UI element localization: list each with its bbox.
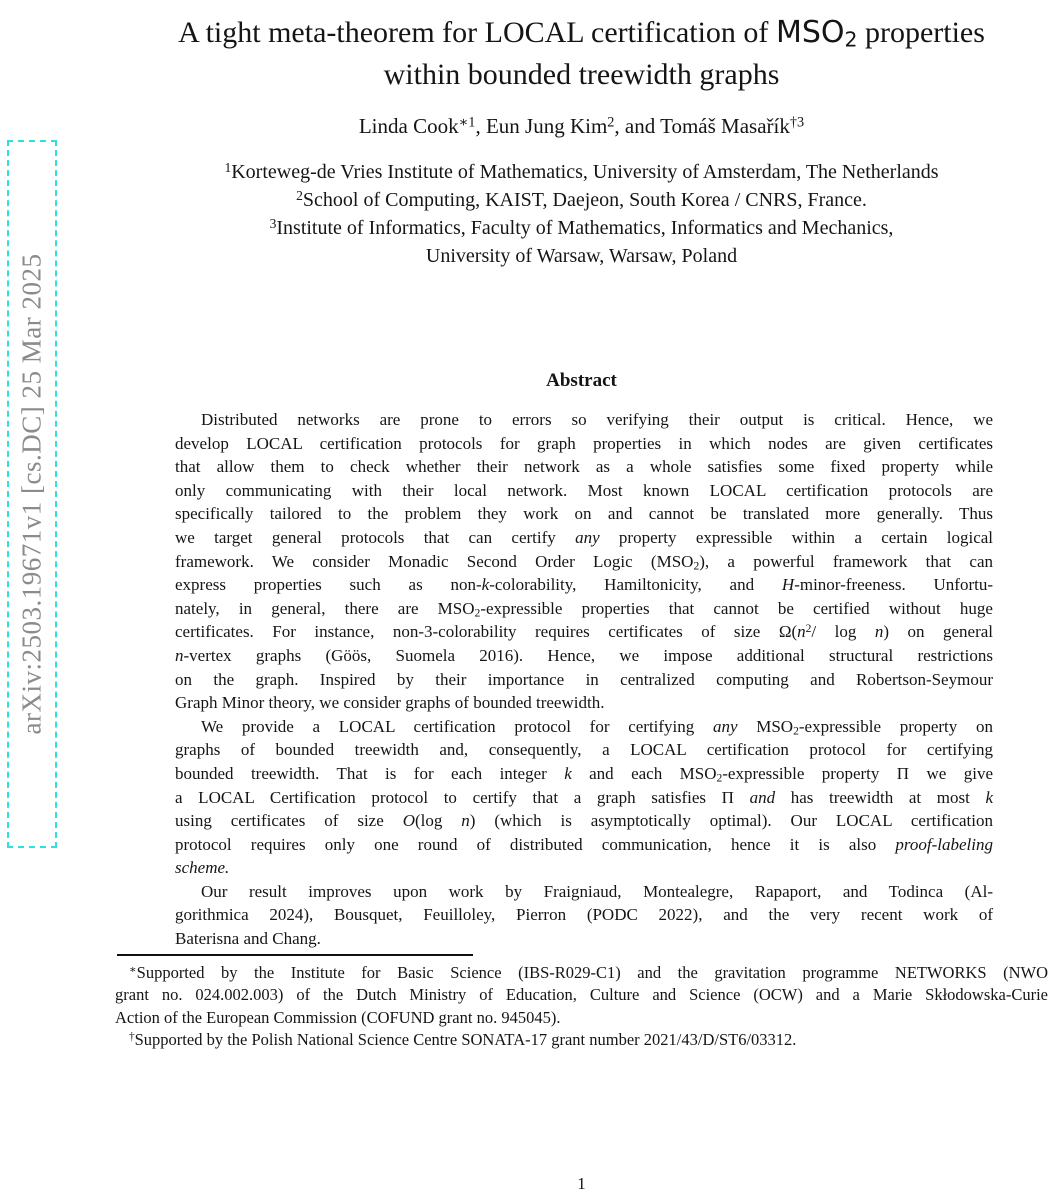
- abstract-line: express properties such as non-k-colorability, Hamiltonicity, and H-minor-freeness. Unfortu-: [175, 575, 994, 595]
- abstract-line: framework. We consider Monadic Second Order Logic $(MSO_2)$, a powerful framework that can: [175, 551, 993, 573]
- page-number: 1: [577, 1174, 586, 1193]
- abstract-line: bounded treewidth. That is for each integer k and each $MSO_2$-expressible property Π we give: [175, 763, 993, 785]
- footnotes-block: [115, 962, 1048, 1052]
- abstract-line: protocol requires only one round of distributed communication, hence it is also proof-labeling: [175, 834, 993, 854]
- authors-line: Linda Cook$^{∗1}$, Eun Jung Kim$^2$, and Tomáš Masařík$^{\dagger 3}$: [358, 114, 805, 138]
- abstract-line: Distributed networks are prone to errors so verifying their output is critical. Hence, we: [201, 410, 993, 429]
- affiliation-line: $^3$Institute of Informatics, Faculty of Mathematics, Informatics and Mechanics,: [269, 215, 894, 239]
- abstract-line: Baterisna and Chang.: [175, 929, 321, 949]
- affiliation-line: $^2$School of Computing, KAIST, Daejeon, South Korea / CNRS, France.: [296, 187, 867, 211]
- abstract-line: that allow them to check whether their network as a whole satisfies some fixed property while: [175, 457, 993, 477]
- abstract-heading: Abstract: [546, 370, 617, 391]
- paper-title-line1: A tight meta-theorem for LOCAL certification of $MSO_2$ properties: [178, 15, 985, 52]
- paper-content: [115, 0, 1048, 1200]
- abstract-line: graphs of bounded treewidth and, consequently, a LOCAL certification protocol for certifying: [175, 740, 993, 760]
- abstract-body: [175, 408, 993, 951]
- arxiv-watermark-text: arXiv:2503.19671v1 [cs.DC] 25 Mar 2025: [16, 253, 47, 735]
- footnote-line: grant no. 024.002.003) of the Dutch Ministry of Education, Culture and Science (OCW) and a Marie Skłodowska-Curie: [115, 985, 1048, 1005]
- affiliation-line: $^1$Korteweg-de Vries Institute of Mathematics, University of Amsterdam, The Netherlands: [224, 159, 939, 183]
- footnote-rule: [117, 954, 473, 956]
- abstract-line: We provide a LOCAL certification protocol for certifying any $MSO_2$-expressible property on: [201, 716, 993, 738]
- abstract-line: nately, in general, there are $MSO_2$-expressible properties that cannot be certified without huge: [175, 598, 993, 620]
- abstract-line: n-vertex graphs (Göös, Suomela 2016). Hence, we impose additional structural restrictions: [175, 645, 993, 665]
- paper-title-line2: within bounded treewidth graphs: [383, 58, 780, 91]
- affiliation-line: University of Warsaw, Warsaw, Poland: [425, 245, 738, 267]
- paper-title: [115, 12, 1048, 96]
- abstract-line: we target general protocols that can certify any property expressible within a certain logical: [175, 527, 994, 547]
- abstract-line: on the graph. Inspired by their importance in centralized computing and Robertson-Seymour: [175, 669, 993, 689]
- arxiv-watermark-box: [7, 140, 57, 848]
- abstract-line: using certificates of size O(log n) (which is asymptotically optimal). Our LOCAL certification: [175, 811, 993, 831]
- footnote-line: ∗Supported by the Institute for Basic Science (IBS-R029-C1) and the gravitation programme NETWORKS (NWO: [129, 963, 1048, 982]
- abstract-line: Graph Minor theory, we consider graphs of bounded treewidth.: [175, 693, 605, 713]
- abstract-line: only communicating with their local network. Most known LOCAL certification protocols are: [175, 480, 993, 500]
- affiliations-block: [115, 158, 1048, 270]
- abstract-line: a LOCAL Certification protocol to certify that a graph satisfies Π and has treewidth at most k: [175, 787, 993, 807]
- footnote-line: †Supported by the Polish National Science Centre SONATA-17 grant number 2021/43/D/ST6/03312.: [129, 1030, 797, 1050]
- abstract-line: specifically tailored to the problem they work on and cannot be translated more generally. Thus: [175, 504, 993, 524]
- abstract-line: scheme.: [175, 858, 230, 878]
- abstract-line: certificates. For instance, non-3-colorability requires certificates of size $\Omega(n^2/$ log n) on general: [175, 622, 993, 642]
- footnote-line: Action of the European Commission (COFUND grant no. 945045).: [115, 1007, 561, 1027]
- abstract-line: Our result improves upon work by Fraigniaud, Montealegre, Rapaport, and Todinca (Al-: [201, 881, 993, 901]
- abstract-line: develop LOCAL certification protocols for graph properties in which nodes are given certificates: [175, 433, 993, 453]
- abstract-line: gorithmica 2024), Bousquet, Feuilloley, Pierron (PODC 2022), and the very recent work of: [175, 905, 993, 925]
